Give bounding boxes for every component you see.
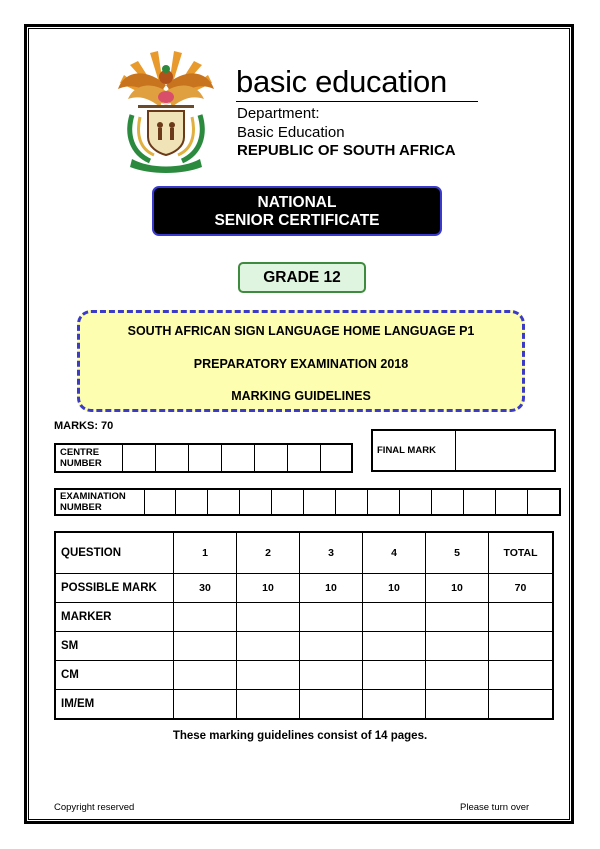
department-label: Department: xyxy=(237,105,320,122)
centre-number-box[interactable] xyxy=(321,444,353,472)
subject-box xyxy=(77,310,525,412)
marks-table xyxy=(54,531,554,720)
marks-table-header-row xyxy=(55,532,553,574)
certificate-line-2: SENIOR CERTIFICATE xyxy=(214,212,380,229)
exam-number-box[interactable] xyxy=(400,489,432,515)
table-cell[interactable] xyxy=(489,603,554,632)
exam-number-box[interactable] xyxy=(496,489,528,515)
turn-over-footer: Please turn over xyxy=(460,802,530,813)
table-cell[interactable] xyxy=(237,690,300,720)
table-cell: 10 xyxy=(363,574,426,603)
exam-number-box[interactable] xyxy=(304,489,336,515)
table-cell[interactable] xyxy=(174,603,237,632)
table-cell[interactable] xyxy=(237,661,300,690)
column-header: 3 xyxy=(300,532,363,574)
country-name: REPUBLIC OF SOUTH AFRICA xyxy=(237,142,456,159)
exam-number-table xyxy=(54,488,561,516)
table-row xyxy=(55,632,553,661)
column-header: 5 xyxy=(426,532,489,574)
exam-number-box[interactable] xyxy=(208,489,240,515)
certificate-banner xyxy=(152,186,442,236)
table-cell: 10 xyxy=(426,574,489,603)
exam-number-box[interactable] xyxy=(145,489,176,515)
row-label: POSSIBLE MARK xyxy=(55,574,174,603)
table-cell[interactable] xyxy=(174,690,237,720)
table-cell: 10 xyxy=(300,574,363,603)
table-row xyxy=(55,574,553,603)
table-cell[interactable] xyxy=(363,603,426,632)
table-cell[interactable] xyxy=(489,661,554,690)
table-cell[interactable] xyxy=(363,690,426,720)
copyright-footer: Copyright reserved xyxy=(54,802,135,813)
exam-number-box[interactable] xyxy=(240,489,272,515)
exam-number-label: EXAMINATION NUMBER xyxy=(55,489,145,515)
table-cell[interactable] xyxy=(489,632,554,661)
exam-number-box[interactable] xyxy=(464,489,496,515)
brand-title: basic education xyxy=(236,64,447,99)
table-cell[interactable] xyxy=(300,661,363,690)
row-label: CM xyxy=(55,661,174,690)
exam-title: PREPARATORY EXAMINATION 2018 xyxy=(193,357,409,371)
exam-number-box[interactable] xyxy=(272,489,304,515)
table-row xyxy=(55,690,553,720)
total-marks: MARKS: 70 xyxy=(54,420,114,432)
table-row xyxy=(55,661,553,690)
centre-number-label: CENTRE NUMBER xyxy=(55,444,123,472)
column-header: QUESTION xyxy=(55,532,174,574)
table-cell: 70 xyxy=(489,574,554,603)
final-mark-table xyxy=(371,429,556,472)
subject-title: SOUTH AFRICAN SIGN LANGUAGE HOME LANGUAGE P1 xyxy=(127,324,475,338)
centre-number-box[interactable] xyxy=(123,444,156,472)
column-header: 4 xyxy=(363,532,426,574)
table-cell: 10 xyxy=(237,574,300,603)
row-label: IM/EM xyxy=(55,690,174,720)
row-label: MARKER xyxy=(55,603,174,632)
exam-number-box[interactable] xyxy=(336,489,368,515)
page-count-note: These marking guidelines consist of 14 pages. xyxy=(172,730,428,742)
centre-number-box[interactable] xyxy=(156,444,189,472)
centre-number-box[interactable] xyxy=(222,444,255,472)
final-mark-box[interactable] xyxy=(456,430,556,471)
table-cell[interactable] xyxy=(426,603,489,632)
exam-number-box[interactable] xyxy=(432,489,464,515)
table-cell: 30 xyxy=(174,574,237,603)
centre-number-box[interactable] xyxy=(255,444,288,472)
grade-badge: GRADE 12 xyxy=(238,262,366,293)
department-name: Basic Education xyxy=(237,124,345,141)
row-label: SM xyxy=(55,632,174,661)
centre-number-box[interactable] xyxy=(288,444,321,472)
table-cell[interactable] xyxy=(363,661,426,690)
table-cell[interactable] xyxy=(426,690,489,720)
column-header: TOTAL xyxy=(489,532,554,574)
brand-underline xyxy=(236,101,478,102)
column-header: 2 xyxy=(237,532,300,574)
table-row xyxy=(55,603,553,632)
document-type: MARKING GUIDELINES xyxy=(231,389,371,403)
table-cell[interactable] xyxy=(237,632,300,661)
table-cell[interactable] xyxy=(363,632,426,661)
centre-number-box[interactable] xyxy=(189,444,222,472)
table-cell[interactable] xyxy=(174,661,237,690)
centre-number-table xyxy=(54,443,353,473)
column-header: 1 xyxy=(174,532,237,574)
coat-of-arms-logo xyxy=(110,45,222,173)
final-mark-label: FINAL MARK xyxy=(372,430,456,471)
table-cell[interactable] xyxy=(300,603,363,632)
exam-number-box[interactable] xyxy=(528,489,561,515)
exam-number-box[interactable] xyxy=(368,489,400,515)
certificate-line-1: NATIONAL xyxy=(257,194,337,211)
exam-number-box[interactable] xyxy=(176,489,208,515)
table-cell[interactable] xyxy=(489,690,554,720)
table-cell[interactable] xyxy=(300,632,363,661)
table-cell[interactable] xyxy=(174,632,237,661)
table-cell[interactable] xyxy=(426,661,489,690)
table-cell[interactable] xyxy=(237,603,300,632)
table-cell[interactable] xyxy=(300,690,363,720)
table-cell[interactable] xyxy=(426,632,489,661)
